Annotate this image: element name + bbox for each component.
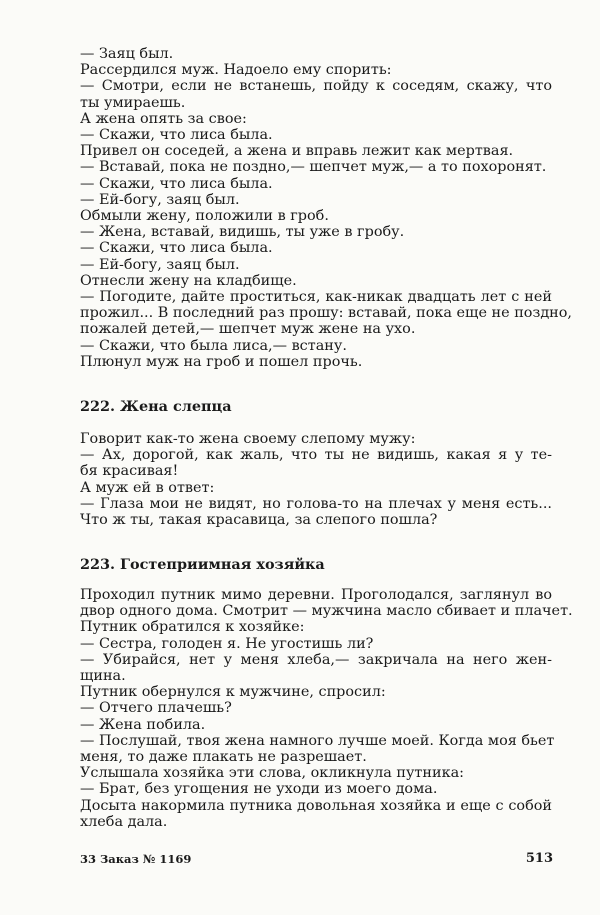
text-line: — Смотри, если не встанешь, пойду к соседям, скажу, что <box>80 78 552 95</box>
text-line: — Отчего плачешь? <box>80 700 232 717</box>
text-line: — Сестра, голоден я. Не угостишь ли? <box>80 635 374 652</box>
text-line: бя красивая! <box>80 463 179 480</box>
section-222-heading: 222. Жена слепца <box>80 398 232 415</box>
text-line: Плюнул муж на гроб и пошел прочь. <box>80 353 363 370</box>
printer-signature: 33 Заказ № 1169 <box>80 852 192 866</box>
text-line: меня, то даже плакать не разрешает. <box>80 749 367 766</box>
text-line: Обмыли жену, положили в гроб. <box>80 208 329 225</box>
text-line: Отнесли жену на кладбище. <box>80 272 297 289</box>
text-line: Путник обратился к хозяйке: <box>80 619 305 636</box>
text-line: — Убирайся, нет у меня хлеба,— закричала на него жен- <box>80 651 552 668</box>
text-line: — Брат, без угощения не уходи из моего дома. <box>80 781 438 798</box>
section-222-body <box>80 431 552 528</box>
text-line: — Послушай, твоя жена намного лучше моей. Когда моя бьет <box>80 732 555 749</box>
text-line: Привел он соседей, а жена и вправь лежит как мертвая. <box>80 143 514 160</box>
text-line: ты умираешь. <box>80 94 186 111</box>
text-line: — Жена, вставай, видишь, ты уже в гробу. <box>80 224 405 241</box>
story-continuation <box>80 46 573 370</box>
section-223-body <box>80 587 573 830</box>
text-line: Проходил путник мимо деревни. Проголодался, заглянул во <box>80 587 552 603</box>
text-line: — Ей-богу, заяц был. <box>80 256 240 273</box>
text-line: двор одного дома. Смотрит — мужчина масло сбивает и плачет. <box>80 603 573 620</box>
text-line: Услышала хозяйка эти слова, окликнула путника: <box>80 765 465 782</box>
text-line: прожил... В последний раз прошу: вставай, пока еще не поздно, <box>80 305 573 322</box>
text-line: Путник обернулся к мужчине, спросил: <box>80 684 386 701</box>
text-line: — Глаза мои не видят, но голова-то на плечах у меня есть... <box>80 495 552 512</box>
text-line: — Жена побила. <box>80 716 206 733</box>
text-line: — Скажи, что лиса была. <box>80 175 273 192</box>
text-line: — Вставай, пока не поздно,— шепчет муж,— а то похоронят. <box>80 159 547 176</box>
text-line: — Заяц был. <box>80 46 174 62</box>
text-line: — Скажи, что лиса была. <box>80 127 273 144</box>
section-223-heading: 223. Гостеприимная хозяйка <box>80 556 325 573</box>
text-line: — Скажи, что была лиса,— встану. <box>80 337 347 354</box>
text-line: — Ах, дорогой, как жаль, что ты не видишь, какая я у те- <box>80 447 552 464</box>
text-line: Что ж ты, такая красавица, за слепого пошла? <box>80 512 438 529</box>
text-line: Досыта накормила путника довольная хозяйка и еще с собой <box>80 797 552 814</box>
text-line: — Скажи, что лиса была. <box>80 240 273 257</box>
page-number: 513 <box>525 851 553 866</box>
text-line: А жена опять за свое: <box>80 110 247 127</box>
text-line: Говорит как-то жена своему слепому мужу: <box>80 431 416 447</box>
text-line: хлеба дала. <box>80 813 168 830</box>
text-line: А муж ей в ответ: <box>80 479 215 496</box>
text-line: щина. <box>80 668 126 685</box>
text-line: пожалей детей,— шепчет муж жене на ухо. <box>80 321 416 338</box>
text-line: — Погодите, дайте проститься, как-никак двадцать лет с ней <box>80 289 552 306</box>
text-line: Рассердился муж. Надоело ему спорить: <box>80 62 392 79</box>
text-line: — Ей-богу, заяц был. <box>80 191 240 208</box>
